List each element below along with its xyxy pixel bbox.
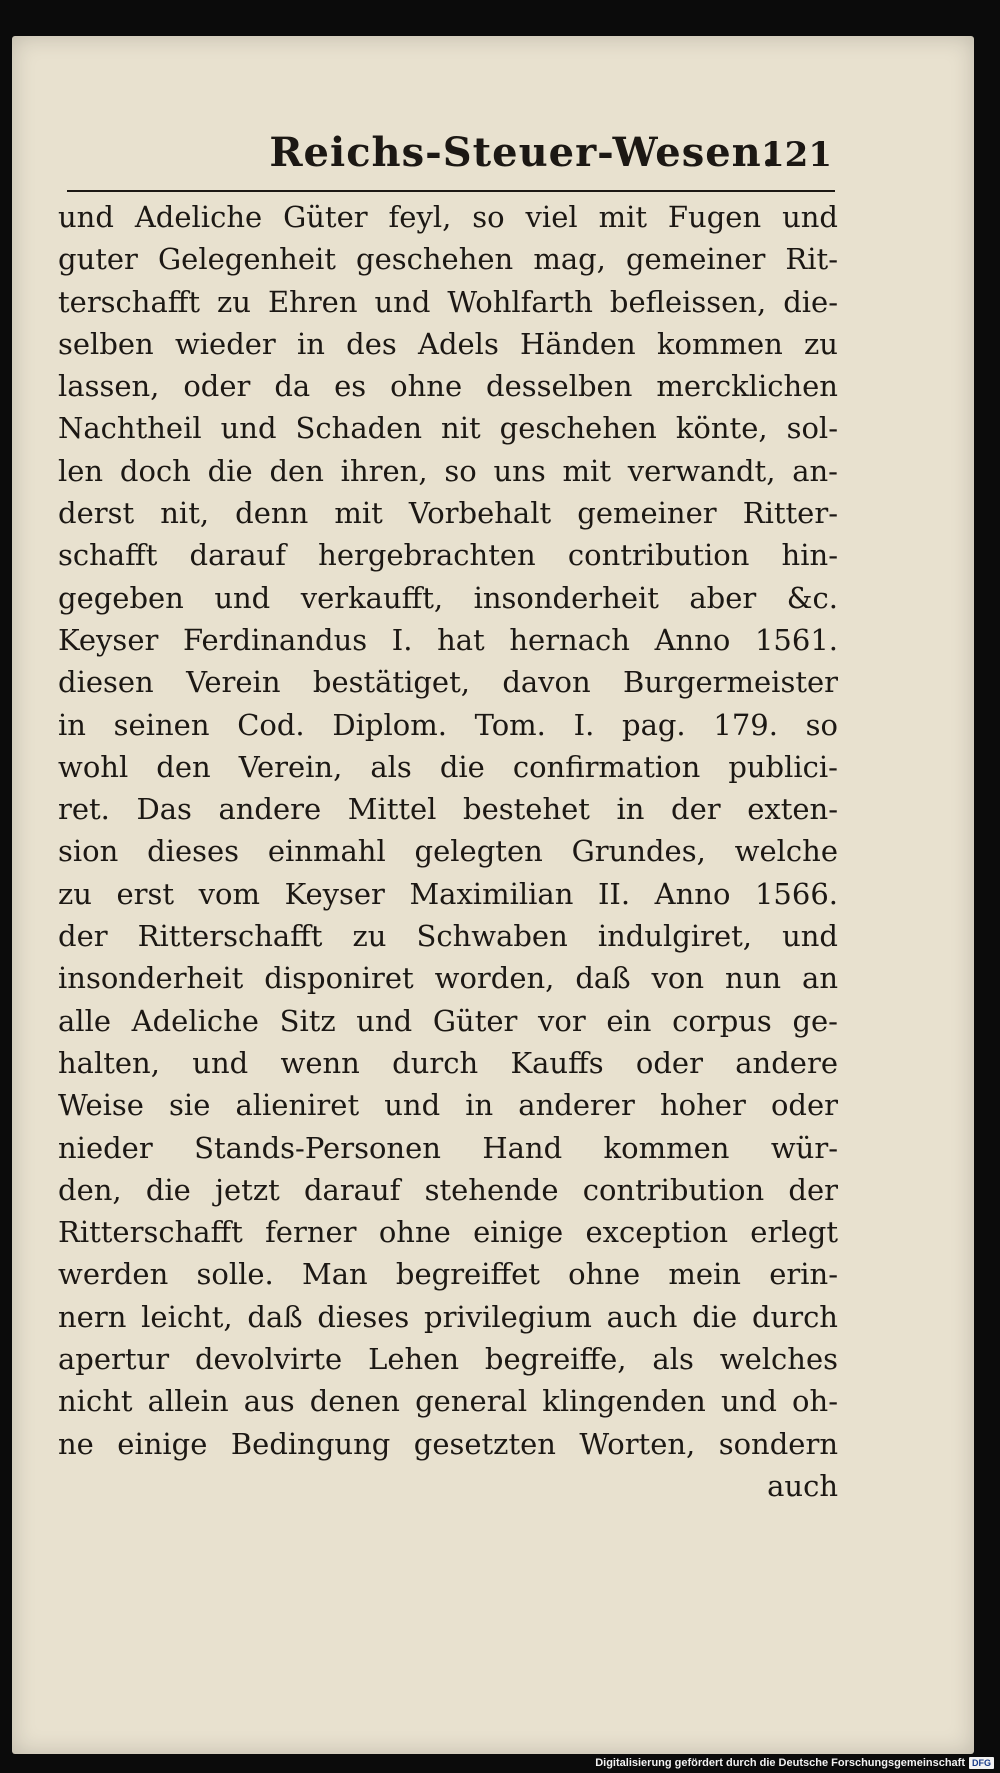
text-line: Keyser Ferdinandus I. hat hernach Anno 1561. bbox=[58, 622, 838, 657]
text-line: insonderheit disponiret worden, daß von nun an bbox=[58, 961, 838, 996]
text-line: terschafft zu Ehren und Wohlfarth befleissen, die- bbox=[58, 284, 838, 319]
text-line: derst nit, denn mit Vorbehalt gemeiner Ritter- bbox=[58, 496, 838, 531]
text-line: alle Adeliche Sitz und Güter vor ein corpus ge- bbox=[58, 1003, 838, 1038]
text-line: ne einige Bedingung gesetzten Worten, sondern bbox=[58, 1426, 838, 1461]
text-line: nicht allein aus denen general klingenden und oh- bbox=[58, 1384, 838, 1419]
text-line: len doch die den ihren, so uns mit verwandt, an- bbox=[58, 453, 838, 488]
text-line: in seinen Cod. Diplom. Tom. I. pag. 179. so bbox=[58, 707, 838, 742]
text-line: den, die jetzt darauf stehende contribution der bbox=[58, 1172, 838, 1207]
catchword: auch bbox=[767, 1468, 838, 1503]
book-page bbox=[12, 36, 974, 1754]
running-head bbox=[12, 129, 974, 189]
text-line: halten, und wenn durch Kauffs oder andere bbox=[58, 1045, 838, 1080]
text-line: nieder Stands-Personen Hand kommen wür- bbox=[58, 1130, 838, 1165]
text-line: ret. Das andere Mittel bestehet in der exten- bbox=[58, 792, 838, 827]
text-line: Nachtheil und Schaden nit geschehen könte, sol- bbox=[58, 411, 838, 446]
text-line: wohl den Verein, als die confirmation publici- bbox=[58, 749, 838, 784]
running-title: Reichs-Steuer-Wesen. bbox=[269, 129, 777, 176]
text-line: sion dieses einmahl gelegten Grundes, welche bbox=[58, 834, 838, 869]
text-line: apertur devolvirte Lehen begreiffe, als welches bbox=[58, 1342, 838, 1377]
text-line: schafft darauf hergebrachten contribution hin- bbox=[58, 538, 838, 573]
dfg-logo: DFG bbox=[969, 1757, 994, 1769]
text-line: gegeben und verkaufft, insonderheit aber &c. bbox=[58, 580, 838, 615]
text-line: zu erst vom Keyser Maximilian II. Anno 1566. bbox=[58, 876, 838, 911]
text-line: selben wieder in des Adels Händen kommen zu bbox=[58, 326, 838, 361]
text-line: Weise sie alieniret und in anderer hoher oder bbox=[58, 1088, 838, 1123]
credit-text: Digitalisierung gefördert durch die Deutsche Forschungsgemeinschaft bbox=[595, 1757, 965, 1769]
text-line: Ritterschafft ferner ohne einige exception erlegt bbox=[58, 1215, 838, 1250]
text-line: diesen Verein bestätiget, davon Burgermeister bbox=[58, 665, 838, 700]
text-line: guter Gelegenheit geschehen mag, gemeiner Rit- bbox=[58, 242, 838, 277]
header-rule bbox=[67, 190, 835, 192]
text-line: werden solle. Man begreiffet ohne mein erin- bbox=[58, 1257, 838, 1292]
text-line: der Ritterschafft zu Schwaben indulgiret, und bbox=[58, 919, 838, 954]
text-line: lassen, oder da es ohne desselben mercklichen bbox=[58, 369, 838, 404]
body-text bbox=[58, 196, 838, 1507]
digitization-credit bbox=[595, 1757, 994, 1769]
text-line: nern leicht, daß dieses privilegium auch die durch bbox=[58, 1299, 838, 1334]
text-line: und Adeliche Güter feyl, so viel mit Fugen und bbox=[58, 200, 838, 234]
page-number: 121 bbox=[761, 135, 832, 175]
